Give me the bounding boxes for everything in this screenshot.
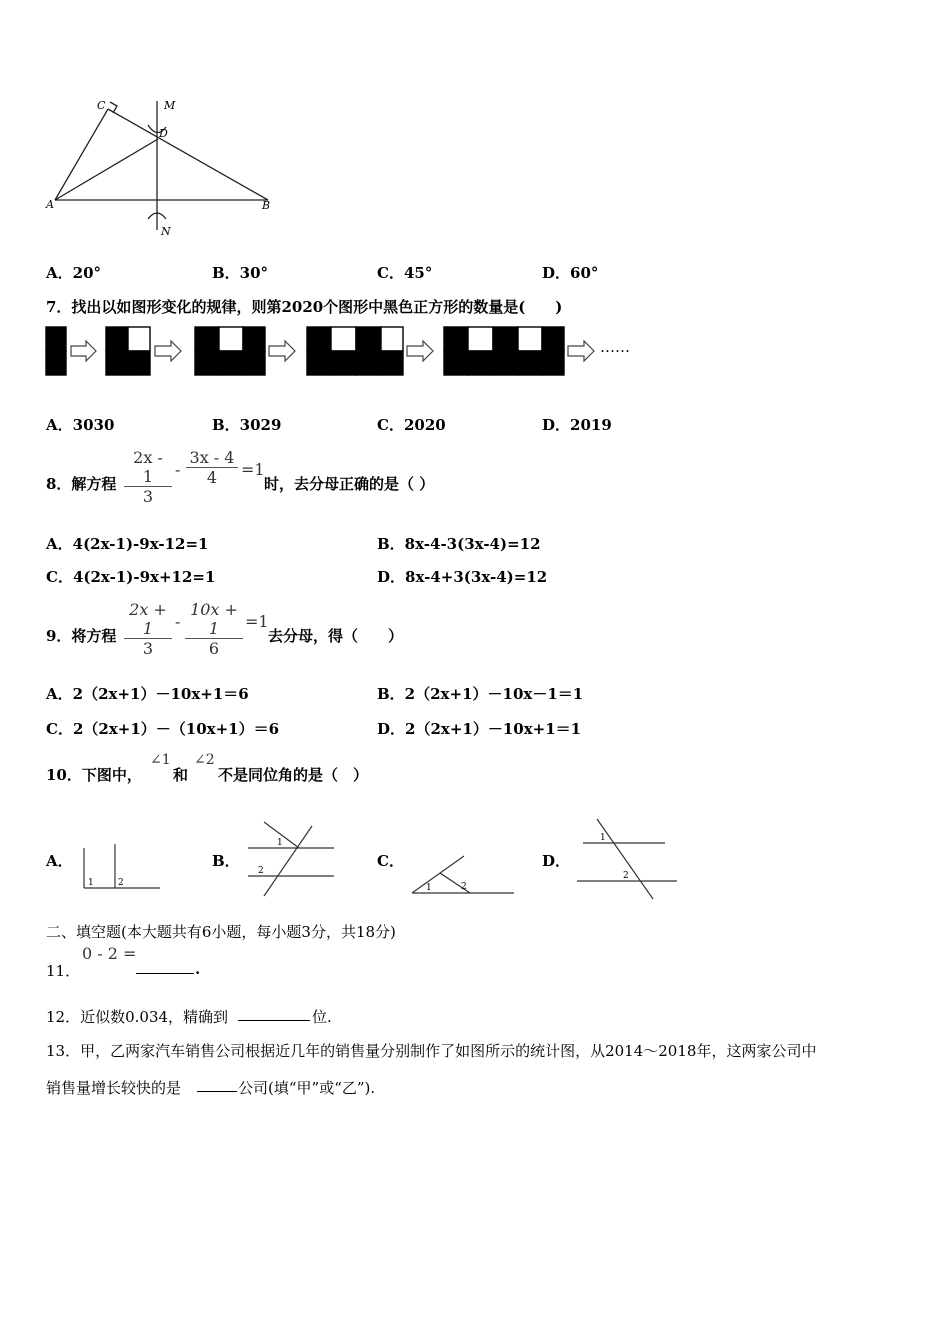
q11-answer-blank[interactable]: [136, 957, 194, 974]
q9-suffix: 去分母，得（ ）: [268, 627, 404, 645]
q9-frac2-den: 6: [208, 639, 220, 658]
q6-option-c: C．45°: [377, 264, 433, 282]
label-b: B: [262, 199, 271, 212]
q9-frac2-num: 10x + 1: [185, 600, 243, 639]
q9-fraction-2: [185, 600, 243, 658]
q9-equals: =1: [245, 612, 269, 631]
q10-prefix: 10．下图中，: [46, 766, 142, 784]
q10-d-angle-label-1: 1: [600, 833, 606, 843]
q8-minus: -: [175, 460, 181, 479]
q13-answer-blank[interactable]: [197, 1075, 237, 1092]
q10-option-a-label: A．: [46, 852, 73, 870]
q12-answer-blank[interactable]: [238, 1004, 310, 1021]
q8-frac2-num: 3x - 4: [186, 448, 238, 468]
q10-b-angle-label-2: 2: [258, 866, 264, 876]
q10-figure-d: [573, 815, 683, 903]
q11-number: 11．: [46, 962, 81, 980]
q8-option-c: C．4(2x-1)-9x+12=1: [46, 568, 216, 586]
q8-fraction-1: [124, 448, 172, 506]
q10-option-d-label: D．: [542, 852, 571, 870]
label-m: M: [164, 99, 176, 112]
q8-frac2-den: 4: [206, 468, 218, 487]
q13-line-2-post: 公司(填“甲”或“乙”).: [238, 1079, 376, 1097]
q10-option-c-label: C．: [377, 852, 404, 870]
label-n: N: [161, 225, 171, 238]
q9-fraction-1: [124, 600, 172, 658]
q9-frac1-den: 3: [142, 639, 154, 658]
q6-option-a: A．20°: [46, 264, 102, 282]
q8-option-a: A．4(2x-1)-9x-12=1: [46, 535, 209, 553]
q13-line-2-pre: 销售量增长较快的是: [46, 1079, 182, 1097]
q10-b-angle-label-1: 1: [277, 838, 283, 848]
q9-frac1-num: 2x + 1: [124, 600, 172, 639]
q11-end: .: [195, 960, 201, 978]
q10-figure-b: [244, 818, 339, 900]
q8-suffix: 时，去分母正确的是（ ）: [264, 475, 435, 493]
q12-end: 位.: [312, 1008, 332, 1026]
section-2-title: 二、填空题(本大题共有6小题，每小题3分，共18分): [46, 923, 396, 941]
q8-fraction-2: [186, 448, 238, 487]
q9-prefix: 9．将方程: [46, 627, 117, 645]
q10-suffix: 不是同位角的是（ ）: [218, 766, 369, 784]
q8-prefix: 8．解方程: [46, 475, 117, 493]
q13-line-1: 13．甲，乙两家汽车销售公司根据近几年的销售量分别制作了如图所示的统计图，从2014～2018年，这两家公司中: [46, 1042, 817, 1060]
q10-angle-1: ∠1: [150, 752, 171, 768]
q9-minus: -: [175, 612, 181, 631]
q10-a-angle-label-1: 1: [88, 878, 94, 888]
label-a: A: [46, 198, 54, 211]
q7-ellipsis: ……: [600, 338, 630, 356]
q10-figure-c: [408, 850, 518, 900]
label-d: D: [159, 127, 168, 140]
label-c: C: [97, 99, 106, 112]
q8-equals: =1: [241, 460, 265, 479]
q7-option-c: C．2020: [377, 416, 446, 434]
q6-option-d: D．60°: [542, 264, 599, 282]
q12-text: 12．近似数0.034，精确到: [46, 1008, 229, 1026]
q8-frac1-num: 2x - 1: [124, 448, 172, 487]
q11-expression: 0 - 2 =: [82, 944, 137, 963]
q7-option-b: B．3029: [212, 416, 282, 434]
q10-and: 和: [173, 766, 189, 784]
triangle-bisector-figure: [40, 95, 280, 240]
q10-option-b-label: B．: [212, 852, 240, 870]
q10-figure-a: [80, 838, 165, 896]
q9-option-c: C．2（2x+1）－（10x+1）＝6: [46, 720, 280, 738]
q7-stem: 7．找出以如图形变化的规律，则第2020个图形中黑色正方形的数量是( ): [46, 298, 563, 316]
q9-option-a: A．2（2x+1）－10x+1＝6: [46, 685, 249, 703]
q10-angle-2: ∠2: [194, 752, 215, 768]
q8-option-b: B．8x-4-3(3x-4)=12: [377, 535, 541, 553]
q6-option-b: B．30°: [212, 264, 269, 282]
square-pattern-figure: [44, 325, 624, 380]
q7-option-d: D．2019: [542, 416, 612, 434]
q8-frac1-den: 3: [142, 487, 154, 506]
q7-option-a: A．3030: [46, 416, 115, 434]
q8-option-d: D．8x-4+3(3x-4)=12: [377, 568, 548, 586]
q9-option-b: B．2（2x+1）－10x－1＝1: [377, 685, 584, 703]
q10-c-angle-label-2: 2: [461, 882, 467, 892]
q10-a-angle-label-2: 2: [118, 878, 124, 888]
q10-c-angle-label-1: 1: [426, 883, 432, 893]
q9-option-d: D．2（2x+1）－10x+1＝1: [377, 720, 582, 738]
q10-d-angle-label-2: 2: [623, 871, 629, 881]
